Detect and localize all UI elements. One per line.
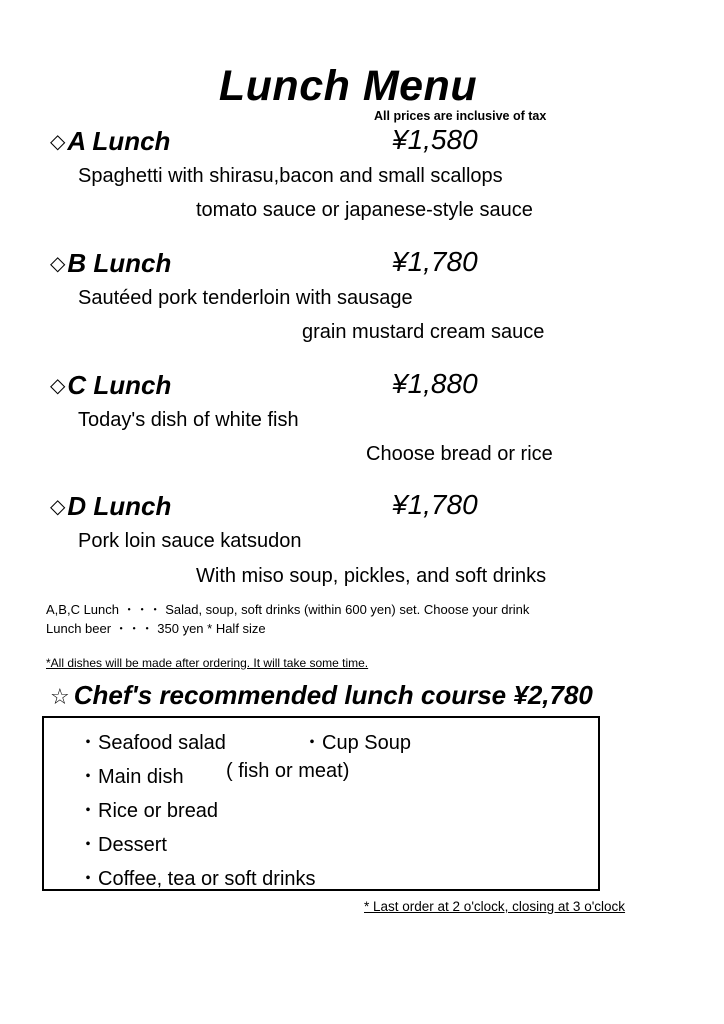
lunch-d-desc: Pork loin sauce katsudon — [78, 530, 302, 552]
course-item-drinks: ・Coffee, tea or soft drinks — [78, 868, 316, 890]
lunch-c-desc: Today's dish of white fish — [78, 409, 299, 431]
lunch-d-name — [50, 491, 171, 522]
lunch-a-name — [50, 126, 170, 157]
lunch-c-price: ¥1,880 — [392, 368, 478, 399]
diamond-icon: ◇ — [50, 375, 66, 397]
course-item-seafood-salad: ・Seafood salad — [78, 732, 226, 754]
diamond-icon: ◇ — [50, 253, 66, 275]
lunch-b-sauce: grain mustard cream sauce — [302, 321, 545, 343]
lunch-d-price: ¥1,780 — [392, 489, 478, 520]
course-title-label: Chef's recommended lunch course ¥2,780 — [73, 680, 593, 710]
lunch-a-desc: Spaghetti with shirasu,bacon and small scallops — [78, 165, 503, 187]
lunch-a-sauce: tomato sauce or japanese-style sauce — [196, 199, 533, 221]
course-box — [42, 716, 600, 891]
course-item-cup-soup: ・Cup Soup — [302, 732, 411, 754]
diamond-icon: ◇ — [50, 131, 66, 153]
abc-set-note: A,B,C Lunch ・・・ Salad, soup, soft drinks (within 600 yen) set. Choose your drink — [46, 602, 530, 617]
lunch-b-price: ¥1,780 — [392, 246, 478, 277]
course-item-main-dish-note: ( fish or meat) — [226, 760, 350, 782]
lunch-beer-note: Lunch beer ・・・ 350 yen * Half size — [46, 621, 266, 636]
lunch-d-label: D Lunch — [67, 491, 172, 521]
lunch-c-label: C Lunch — [67, 370, 172, 400]
lunch-a-price: ¥1,580 — [392, 124, 478, 155]
menu-title: Lunch Menu — [218, 62, 478, 110]
course-title — [50, 680, 593, 711]
diamond-icon: ◇ — [50, 496, 66, 518]
ordering-note: *All dishes will be made after ordering. It will take some time. — [46, 656, 369, 670]
lunch-b-name — [50, 248, 171, 279]
lunch-d-sides: With miso soup, pickles, and soft drinks — [196, 565, 547, 587]
course-item-main-dish: ・Main dish — [78, 766, 184, 788]
tax-note: All prices are inclusive of tax — [374, 109, 547, 123]
lunch-a-label: A Lunch — [67, 126, 171, 156]
course-item-dessert: ・Dessert — [78, 834, 167, 856]
lunch-b-desc: Sautéed pork tenderloin with sausage — [78, 287, 413, 309]
star-icon: ☆ — [50, 684, 70, 709]
lunch-b-label: B Lunch — [67, 248, 172, 278]
course-item-rice-or-bread: ・Rice or bread — [78, 800, 219, 822]
lunch-c-option: Choose bread or rice — [366, 443, 553, 465]
last-order-note: * Last order at 2 o'clock, closing at 3 o'clock — [364, 899, 626, 914]
lunch-c-name — [50, 370, 171, 401]
